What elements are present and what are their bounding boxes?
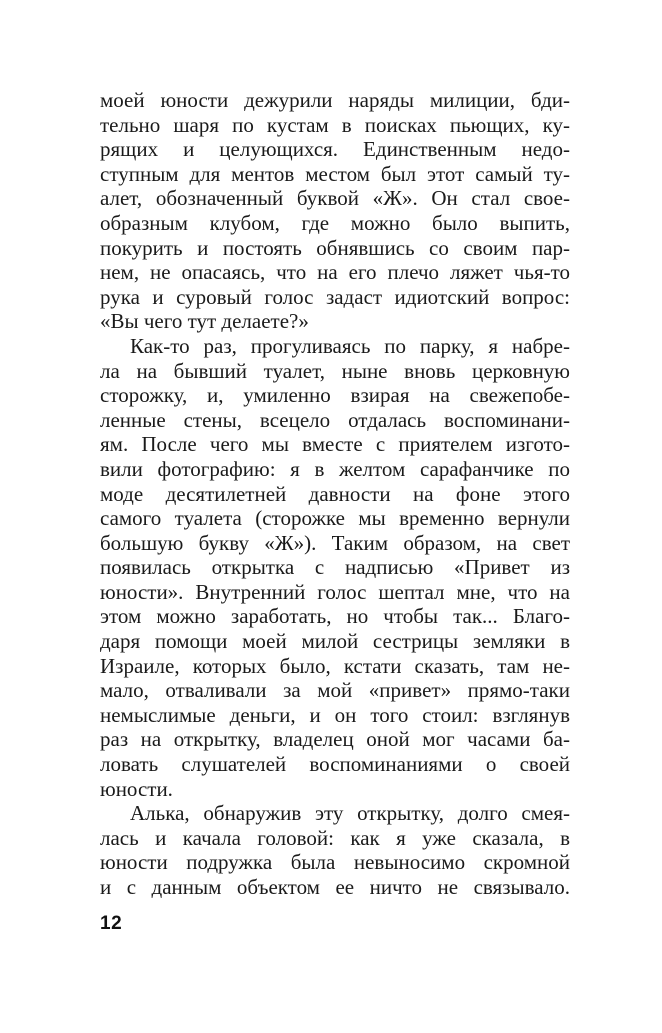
text-line: Алька, обнаружив эту открытку, долго смея- — [130, 801, 570, 826]
text-line: алет, обозначенный буквой «Ж». Он стал свое- — [100, 186, 570, 211]
text-line: образным клубом, где можно было выпить, — [100, 210, 570, 235]
text-line: моде десятилетней давности на фоне этого — [100, 481, 570, 506]
text-line: сторожку, и, умиленно взирая на свежепобе- — [100, 383, 570, 408]
text-line: моей юности дежурили наряды милиции, бди- — [100, 88, 570, 112]
text-line: юности». Внутренний голос шептал мне, что на — [100, 579, 570, 604]
text-line: ла на бывший туалет, ныне вновь церковную — [100, 358, 570, 383]
text-line: покурить и постоять обнявшись со своим пар- — [100, 235, 570, 260]
text-line: рука и суровый голос задаст идиотский вопрос: — [100, 284, 570, 309]
text-line: появилась открытка с надписью «Привет из — [100, 555, 570, 580]
text-line: большую букву «Ж»). Таким образом, на свет — [100, 530, 570, 555]
text-line: и с данным объектом ее ничто не связывало. — [100, 875, 570, 899]
text-line: нем, не опасаясь, что на его плечо ляжет чья-то — [100, 260, 570, 285]
text-line: юности. — [100, 776, 173, 801]
text-line: вили фотографию: я в желтом сарафанчике по — [100, 456, 570, 481]
text-line: ленные стены, всецело отдалась воспоминани- — [100, 407, 570, 432]
text-line: рящих и целующихся. Единственным недо- — [100, 137, 570, 162]
body-text — [100, 88, 570, 900]
text-line: лась и качала головой: как я уже сказала, в — [100, 825, 570, 850]
text-line: ступным для ментов местом был этот самый ту- — [100, 161, 570, 186]
text-line: юности подружка была невыносимо скромной — [100, 850, 570, 875]
page-number: 12 — [100, 913, 123, 934]
text-line: немыслимые деньги, и он того стоил: взглянув — [100, 702, 570, 727]
text-line: ловать слушателей воспоминаниями о своей — [100, 752, 570, 777]
text-line: самого туалета (сторожке мы временно вернули — [100, 506, 570, 531]
text-line: «Вы чего тут делаете?» — [100, 309, 309, 334]
text-line: даря помощи моей милой сестрицы земляки в — [100, 629, 570, 654]
text-line: мало, отваливали за мой «привет» прямо-таки — [100, 678, 570, 703]
text-line: Израиле, которых было, кстати сказать, там не- — [100, 653, 570, 678]
text-line: этом можно заработать, но чтобы так... Благо- — [100, 604, 570, 629]
text-line: ям. После чего мы вместе с приятелем изгото- — [100, 432, 570, 457]
text-line: Как-то раз, прогуливаясь по парку, я набре- — [130, 333, 570, 358]
text-line: тельно шаря по кустам в поисках пьющих, ку- — [100, 112, 570, 137]
text-line: раз на открытку, владелец оной мог часами ба- — [100, 727, 570, 752]
